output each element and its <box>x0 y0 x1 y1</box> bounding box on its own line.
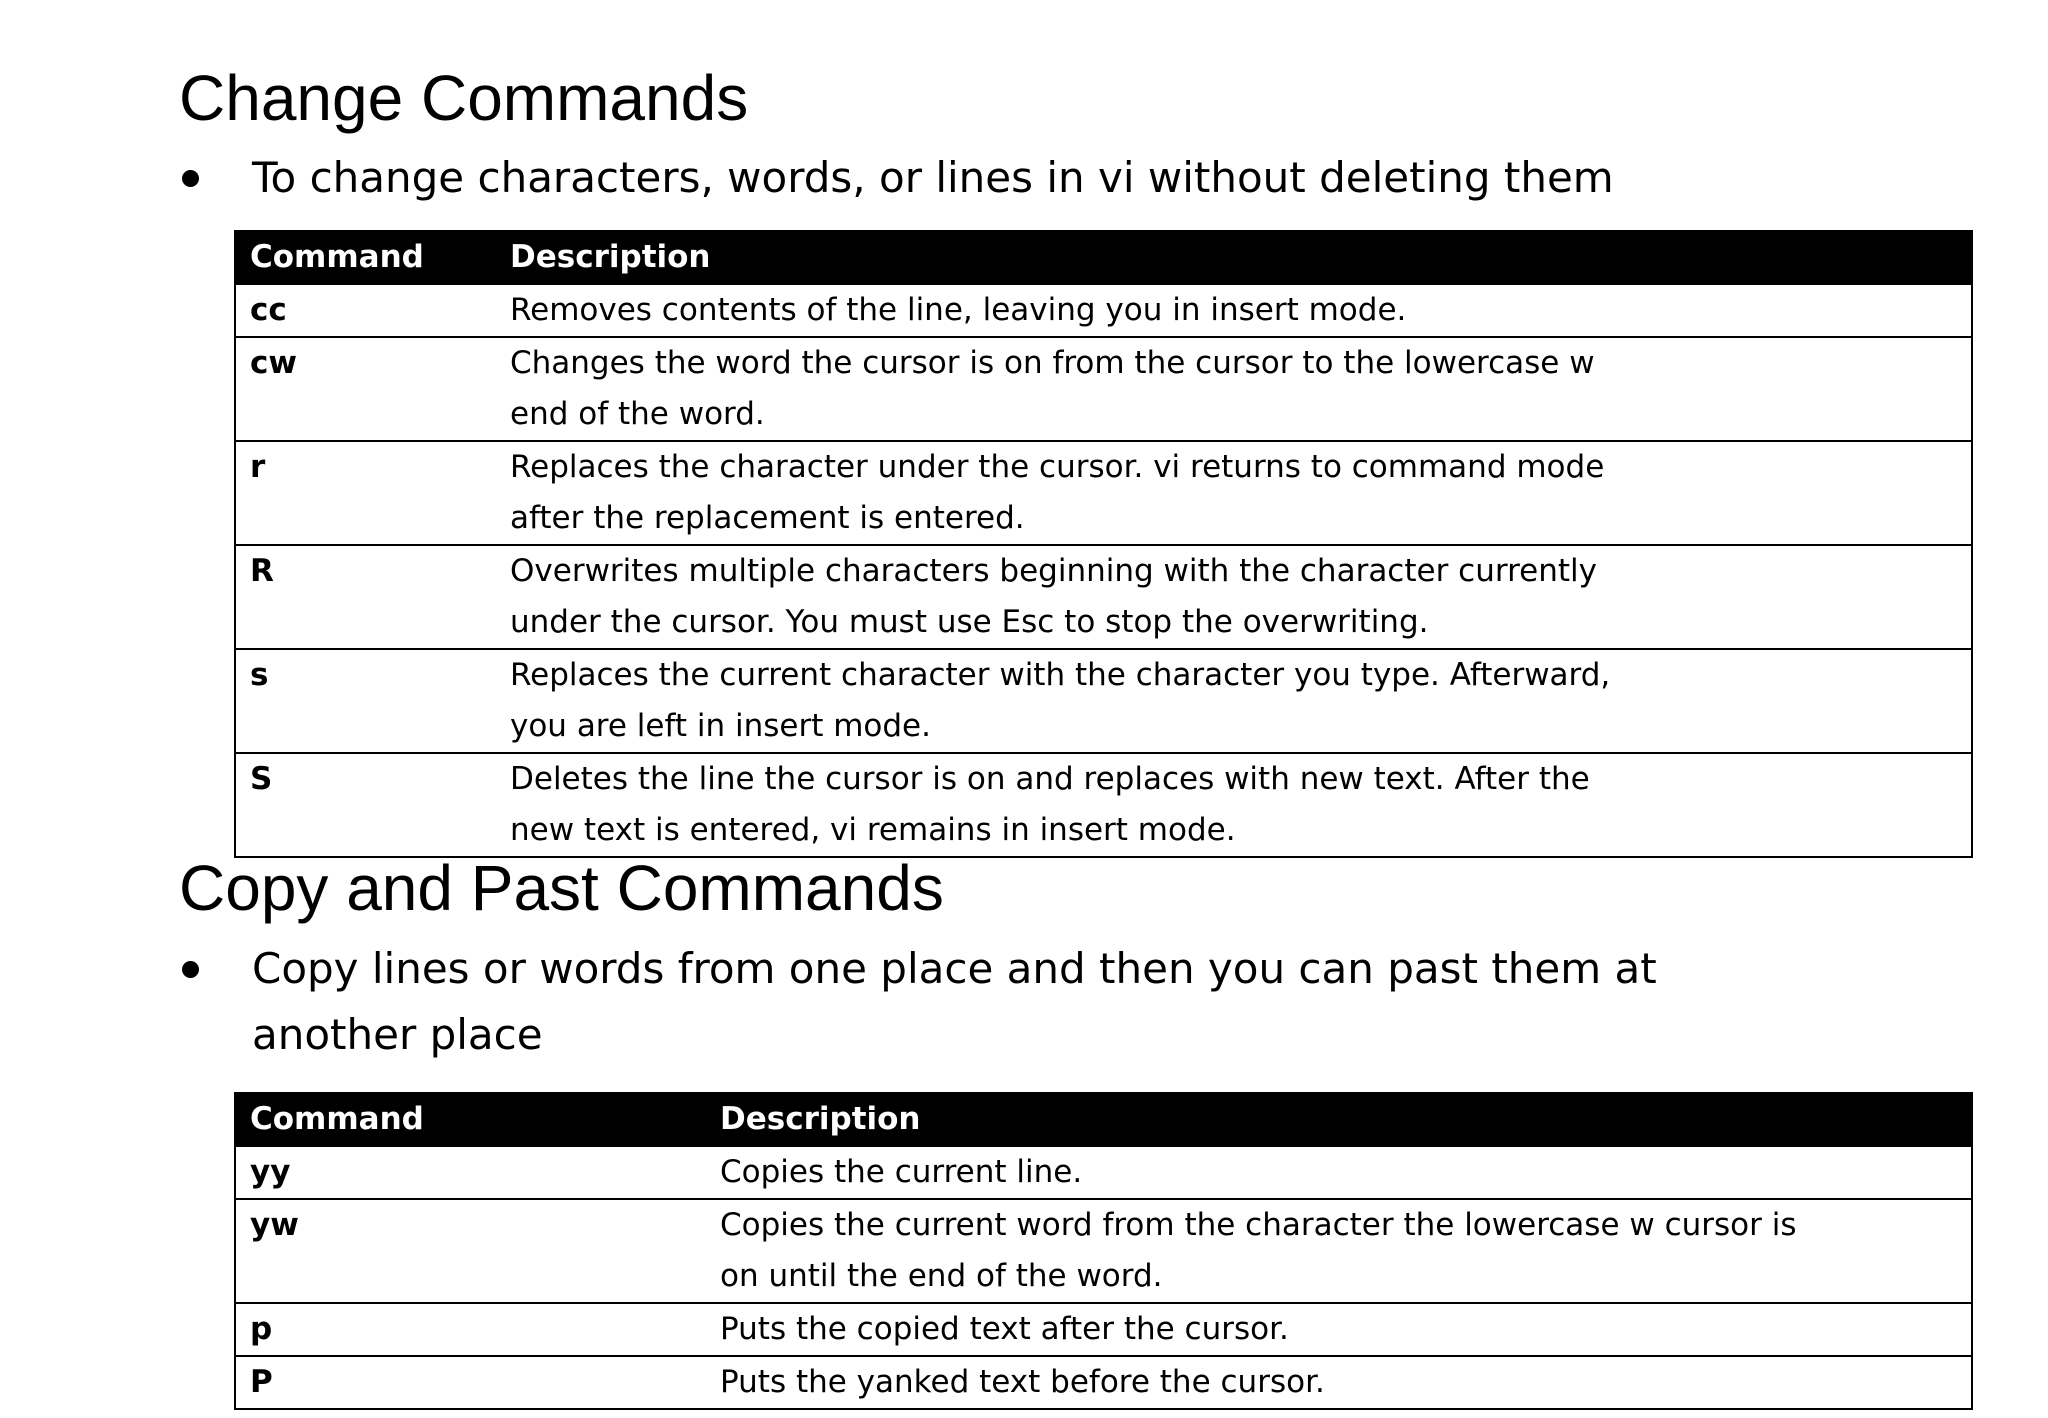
bullet-copy-and-past-commands <box>182 936 1832 1068</box>
bullet-text: Copy lines or words from one place and then you can past them at another place <box>252 944 1657 1059</box>
command-cell: R <box>235 545 496 649</box>
table-row <box>235 1199 1972 1303</box>
bullet-change-commands <box>182 145 1832 211</box>
command-cell: S <box>235 753 496 857</box>
bullet-icon <box>182 961 199 978</box>
column-header-description: Description <box>706 1093 1972 1146</box>
table-row <box>235 753 1972 857</box>
column-header-command: Command <box>235 231 496 284</box>
change-commands-table <box>234 230 1973 858</box>
table-row <box>235 337 1972 441</box>
command-cell: r <box>235 441 496 545</box>
description-cell: Changes the word the cursor is on from the cursor to the lowercase w end of the word. <box>496 337 1972 441</box>
table-row <box>235 1303 1972 1356</box>
table-row <box>235 649 1972 753</box>
column-header-command: Command <box>235 1093 706 1146</box>
description-cell: Overwrites multiple characters beginning with the character currently under the cursor. You must use Esc to stop the overwriting. <box>496 545 1972 649</box>
command-cell: cc <box>235 284 496 337</box>
section-title-copy-and-past-commands: Copy and Past Commands <box>179 852 944 924</box>
command-cell: s <box>235 649 496 753</box>
bullet-icon <box>182 170 199 187</box>
description-cell: Puts the copied text after the cursor. <box>706 1303 1972 1356</box>
table-row <box>235 1356 1972 1409</box>
command-cell: P <box>235 1356 706 1409</box>
copy-and-past-commands-table <box>234 1092 1973 1410</box>
table-row <box>235 545 1972 649</box>
description-cell: Copies the current line. <box>706 1146 1972 1199</box>
command-cell: cw <box>235 337 496 441</box>
description-cell: Puts the yanked text before the cursor. <box>706 1356 1972 1409</box>
command-cell: yw <box>235 1199 706 1303</box>
description-cell: Replaces the character under the cursor. vi returns to command mode after the replacement is entered. <box>496 441 1972 545</box>
command-cell: p <box>235 1303 706 1356</box>
table-row <box>235 284 1972 337</box>
column-header-description: Description <box>496 231 1972 284</box>
table-row <box>235 441 1972 545</box>
description-cell: Removes contents of the line, leaving you in insert mode. <box>496 284 1972 337</box>
table-row <box>235 1146 1972 1199</box>
command-cell: yy <box>235 1146 706 1199</box>
description-cell: Deletes the line the cursor is on and replaces with new text. After the new text is entered, vi remains in insert mode. <box>496 753 1972 857</box>
bullet-text: To change characters, words, or lines in vi without deleting them <box>252 153 1614 202</box>
description-cell: Copies the current word from the character the lowercase w cursor is on until the end of the word. <box>706 1199 1972 1303</box>
table-header-row <box>235 1093 1972 1146</box>
table-header-row <box>235 231 1972 284</box>
section-title-change-commands: Change Commands <box>179 62 749 134</box>
description-cell: Replaces the current character with the character you type. Afterward, you are left in insert mode. <box>496 649 1972 753</box>
